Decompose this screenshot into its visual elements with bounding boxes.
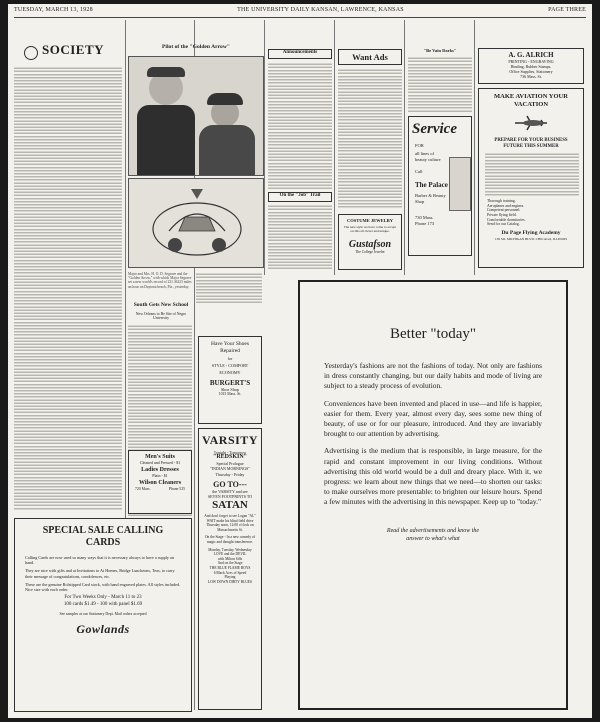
school-title: South Gets New School [133,302,189,308]
column-divider [404,20,405,275]
pilot-caption: Major and Mrs. H. O. D. Segrave and the "Golden Arrow," with which Major Segrave set a new world's record of 231.36223 miles an hour on Daytona beach, Fla., yesterday. [128,272,192,289]
golden-arrow-car-drawing [128,178,264,268]
better-today-ad [298,280,568,710]
calling-paragraph: These are the genuine Rolstipped Card stock, with hand engraved plates. All styles included. Nice size with each order. [25,581,181,593]
aviation-title: MAKE AVIATION YOUR VACATION [494,93,568,108]
society-header [14,42,122,62]
suits-contact [135,487,185,491]
varsity-more-line: Playing [224,575,236,580]
aviation-line: Private flying field. [487,212,517,217]
announcements-title: Announcements [268,49,332,59]
aviation-line: Thorough training. [487,199,516,204]
better-footer-line: Read the advertisements and know the [386,527,480,534]
service-illustration [449,157,471,211]
calling-title: SPECIAL SALE CALLING CARDS [42,525,164,548]
suits-price: Plain - $1 [152,473,168,478]
shoes-line: ECONOMY [219,370,241,375]
varsity-name: VARSITY [202,433,258,447]
want-ads-text [338,68,402,208]
better-footer-line: answer to what's what [406,535,460,542]
shoes-line: Repaired [220,348,240,354]
varsity-more-line: LOVE and the DEVIL [213,552,247,557]
varsity-ad [198,428,262,710]
varsity-line: Thursday - Friday [215,471,245,477]
aviation-line: Send for our Catalog. [487,222,520,227]
want-ads-title: Want Ads [338,49,402,65]
calling-prices: 100 cards $1.49 - 100 with panel $1.69 [63,602,143,608]
service-contact [415,215,467,227]
gowlands-logo: Gowlands [76,622,130,637]
aviation-address: 139 SO. MICHIGAN BLVD. CHICAGO, ILLINOIS [494,236,568,241]
alrich-line: Binding, Rubber Stamps, [510,64,552,69]
shoes-line: for [227,356,233,361]
service-name: The Palace [415,181,448,189]
varsity-more-line: Monday, Tuesday, Wednesday [208,547,252,552]
varsity-more-line: And don't forget to see Logan "AL" WAIT make his blind field drive Thursday noon, 12:00 o'clock on Massachusetts St. [204,514,256,532]
aviation-company: Du Page Flying Academy [501,229,561,236]
service-for: FOR [415,143,424,148]
column-divider [474,20,475,275]
service-address: 730 Mass. [415,215,434,220]
service-line: beauty culture [415,157,441,162]
suits-ad [128,450,192,514]
service-word: Service [412,121,457,137]
better-title: Better "today" [390,326,476,342]
shoes-sub: Shoe Shop [220,387,240,392]
hats-text [408,56,472,112]
calling-body [25,555,181,592]
varsity-more-line: LOW DOWN DIRTY BLUES [207,579,252,584]
shoes-address: 1015 Mass. St. [218,392,242,396]
pilot-title: Pilot of the "Golden Arrow" [162,44,230,50]
job-trail-title: On the "Job" Trail [268,192,332,202]
service-line: all lines of [415,151,434,156]
school-subtitle: New Orleans to Be Site of Negro University [135,312,187,320]
alrich-line: PRINTING - ENGRAVING [508,59,554,64]
masthead-date: TUESDAY, MARCH 13, 1928 [14,7,93,13]
varsity-more-line: THE BLUE FLAME BOYS [209,565,251,570]
calling-paragraph: Calling Cards are now used so many ways that it is necessary always to have a supply on hand. [25,555,175,566]
service-phone: Phone 173 [415,221,435,226]
society-text [14,66,122,510]
varsity-lines [199,450,261,477]
calling-note: See samples at our Stationery Dept. Mail orders accepted [59,612,147,617]
varsity-line: "REDSKIN" [212,454,247,461]
alrich-ad [478,48,584,84]
column-divider [334,20,335,275]
service-sub: Barber & Beauty [415,193,446,198]
aviation-sub: PREPARE FOR YOUR BUSINESS FUTURE THIS SUMMER [494,138,568,149]
shoes-lines [199,341,261,376]
airplane-icon [513,112,549,134]
jewelry-title: COSTUME JEWELRY [347,218,393,223]
jewelry-ad [338,214,402,270]
alrich-line: 736 Mass. St. [520,74,542,79]
varsity-goto: GO TO--- [213,480,247,490]
job-trail-text [268,204,332,270]
varsity-line: "INDIAN MORNINGS" [210,466,250,472]
service-call: Call [415,169,423,174]
aviation-line: Aeroplanes and engines. [487,203,525,208]
suits-sub: Cleaned and Pressed - $1 [139,460,181,465]
varsity-line: Tonight - Tomorrow [213,450,247,455]
alrich-lines [479,59,583,79]
varsity-more [202,514,258,584]
newspaper-page [8,4,592,718]
better-footer [300,528,566,542]
masthead [14,7,586,17]
palace-service-ad [408,116,472,256]
varsity-more-line: 6 Black Aces of Speed [213,570,247,575]
masthead-page: PAGE THREE [548,7,586,13]
masthead-title: THE UNIVERSITY DAILY KANSAN, LAWRENCE, KANSAS [237,7,404,13]
aviation-line: Comfortable dormitories. [487,217,526,222]
aviation-body [485,152,579,196]
varsity-more-line: with Milton Sills [217,556,243,561]
service-shop-word: Shop [415,199,425,204]
suits-phone: Phone 525 [168,487,185,491]
shoes-ad [198,336,262,424]
shoes-line: STYLE - COMFORT [211,363,249,368]
ryder-text [196,272,262,304]
pilot-photo [128,56,264,176]
calling-offer: For Two Weeks Only - March 11 to 23 [64,595,142,601]
varsity-seven: SEVEN FOOTPRINTS TO [207,494,253,500]
aviation-line: Competent personnel. [487,208,521,213]
varsity-more-line: And on the Stage [217,561,243,566]
aviation-list [487,199,575,227]
alrich-line: Office Supplies, Stationery [509,69,553,74]
shoes-name: BURGERT'S [209,379,251,387]
calling-paragraph: They are nice with gifts and at Invitations to At Homes, Bridge Luncheons, Teas, to carry their message of congratulations, condolences, etc. [25,568,175,579]
jewelry-sub: The new style we have come to accept on this all clever and unique. [343,225,397,233]
varsity-line: Special Prologue [216,460,244,466]
suits-address: 720 Mass. [135,487,151,491]
suits-title: Men's Suits [145,454,175,460]
better-paragraph: Conveniences have been invented and placed in use—and life is happier, easier for them. Every year, almost every day, sees some new thing of beauty, of use or for our pleasure, introduced. And they are invariably brought to our attention by advertising. [324,398,542,439]
better-paragraph: Advertising is the medium that is responsible, in large measure, for the rapid and constant improvement in our living conditions. Without advertising this old world would be a dull and dreary place. With it, we progress: we learn about new things that we need—to shorten our tasks: to make ourselves more presentable: to brighten our leisure hours. Spend a few minutes with the advertising in this newspaper. Keep up to "today." [324,446,542,507]
better-body [324,361,542,508]
varsity-satan: SATAN [212,499,248,512]
masthead-rule [14,17,586,18]
better-paragraph: Yesterday's fashions are not the fashions of today. Not only are fashions in dress constantly changing, but our daily habits and mode of living are subject to a steady process of evolution. [324,361,542,391]
service-lines [415,151,441,163]
society-title: SOCIETY [42,42,105,57]
varsity-more-line: On the Stage - In a new comedy of magic and thought transference. [204,535,256,544]
shoes-line: Have Your Shoes [210,341,250,347]
announcements-text [268,62,332,190]
suits-ladies: Ladies Dresses [141,467,179,473]
column-divider [264,20,265,275]
jewelry-tag: The College Jeweler [355,250,385,254]
calling-cards-ad [14,518,192,712]
varsity-sub: the VARSITY and see [212,489,248,495]
aviation-ad [478,88,584,268]
hats-title: "Be Vain Darks" [423,48,457,53]
alrich-name: A. G. ALRICH [508,51,554,59]
suits-name: Wilson Cleaners [138,480,182,486]
society-emblem-icon [24,46,38,60]
jewelry-name: Gustafson [348,239,392,250]
